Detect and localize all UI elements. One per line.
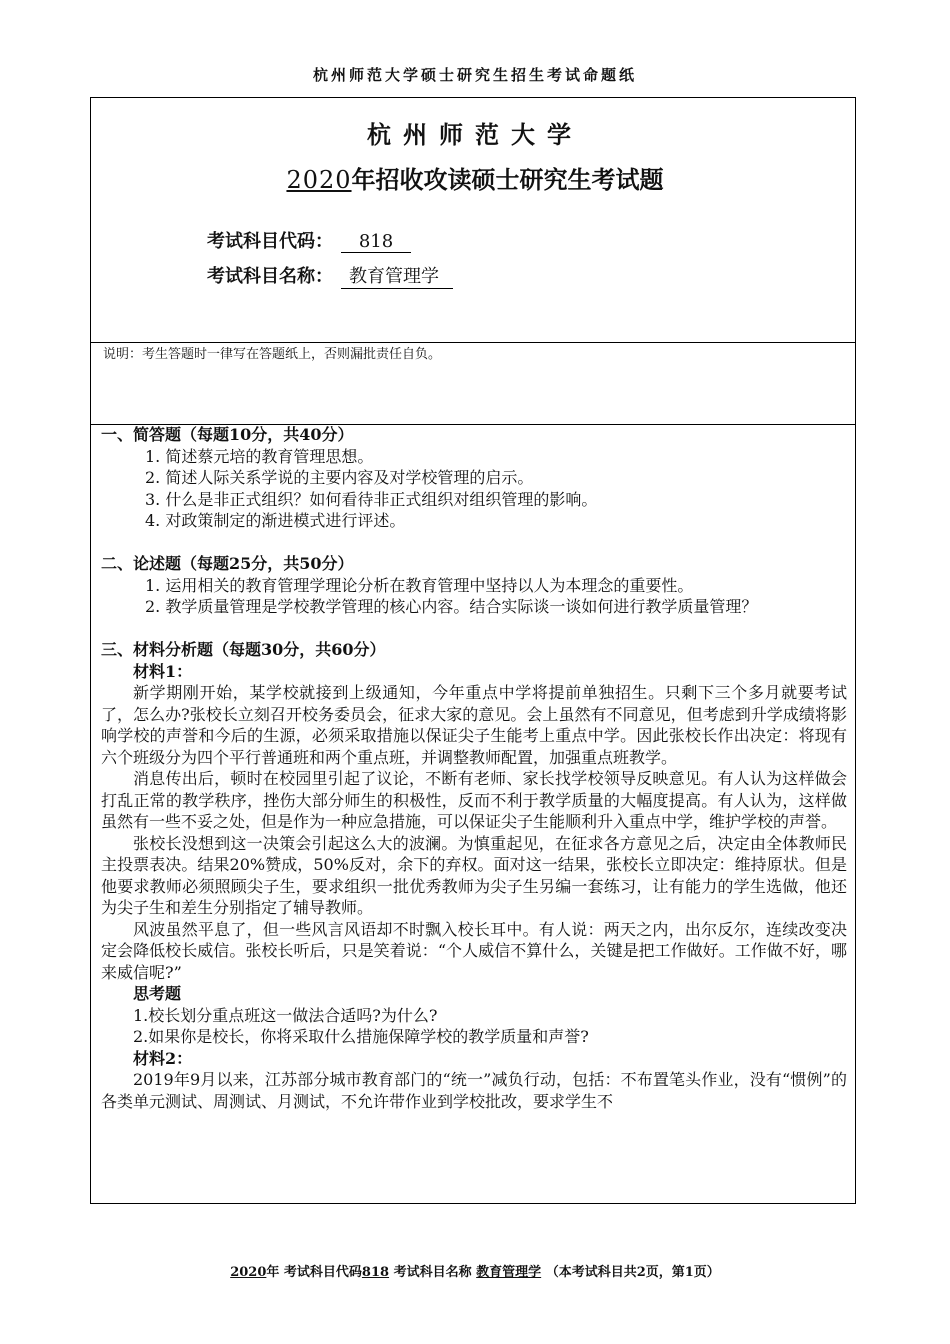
section-2-question: 1. 运用相关的教育管理学理论分析在教育管理中坚持以人为本理念的重要性。 xyxy=(145,575,694,595)
footer-code: 818 xyxy=(361,1265,390,1280)
subject-name-value: 教育管理学 xyxy=(341,262,453,289)
material-2-paragraph: 2019年9月以来，江苏部分城市教育部门的“统一”减负行动，包括：不布置笔头作业，没有“惯例”的各类单元测试、周测试、月测试，不允许带作业到学校批改，要求学生不 xyxy=(101,1070,847,1111)
footer-text: 考试科目名称 xyxy=(393,1265,472,1280)
exam-title-text: 年招收攻读硕士研究生考试题 xyxy=(351,165,664,194)
subject-code-value: 818 xyxy=(341,231,411,253)
section-1-question: 3. 什么是非正式组织？如何看待非正式组织对组织管理的影响。 xyxy=(145,489,598,509)
material-1-paragraph: 消息传出后，顿时在校园里引起了议论，不断有老师、家长找学校领导反映意见。有人认为这样做会打乱正常的教学秩序，挫伤大部分师生的积极性，反而不利于教学质量的大幅度提高。有人认为，这样做虽然有一些不妥之处，但是作为一种应急措施，可以保证尖子生能顺利升入重点中学，维护学校的声誉。 xyxy=(101,769,847,831)
footer-name: 教育管理学 xyxy=(476,1265,542,1280)
material-2-label: 材料2： xyxy=(133,1048,193,1068)
subject-code-row xyxy=(207,227,411,253)
material-1-paragraph: 张校长没想到这一决策会引起这么大的波澜。为慎重起见，在征求各方意见之后，决定由全体教师民主投票表决。结果20%赞成，50%反对，余下的弃权。面对这一结果，张校长立即决定：维持原状。但是他要求教师必须照顾尖子生，要求组织一批优秀教师为尖子生另编一套练习，让有能力的学生选做，他还为尖子生和差生分别指定了辅导教师。 xyxy=(101,833,847,917)
questions-content xyxy=(101,424,847,1112)
page-header: 杭州师范大学硕士研究生招生考试命题纸 xyxy=(312,66,637,84)
exam-year: 2020 xyxy=(286,166,352,194)
material-1-label: 材料1： xyxy=(133,661,193,681)
subject-code-label: 考试科目代码： xyxy=(207,231,333,252)
footer-year: 2020 xyxy=(230,1265,267,1280)
section-2-question: 2. 教学质量管理是学校教学管理的核心内容。结合实际谈一谈如何进行教学质量管理？ xyxy=(145,597,758,616)
exam-title xyxy=(0,160,950,195)
subject-name-label: 考试科目名称： xyxy=(207,266,333,287)
instructions-note: 说明：考生答题时一律写在答题纸上，否则漏批责任自负。 xyxy=(103,347,442,362)
subject-name-row xyxy=(207,262,453,289)
material-1-paragraph: 新学期刚开始，某学校就接到上级通知，今年重点中学将提前单独招生。只剩下三个多月就要考试了，怎么办?张校长立刻召开校务委员会，征求大家的意见。会上虽然有不同意见，但考虑到升学成绩将影响学校的声誉和今后的生源，必须采取措施以保证尖子生能考上重点中学。因此张校长作出决定：将现有六个班级分为四个平行普通班和两个重点班，并调整教师配置，加强重点班教学。 xyxy=(101,683,847,767)
university-name: 杭州师范大学 xyxy=(367,120,583,149)
thinking-label: 思考题 xyxy=(133,984,182,1003)
thinking-question: 1.校长划分重点班这一做法合适吗?为什么? xyxy=(133,1005,438,1025)
footer-text: 年 考试科目代码 xyxy=(266,1265,362,1280)
material-1-paragraph: 风波虽然平息了，但一些风言风语却不时飘入校长耳中。有人说：两天之内，出尔反尔，连续改变决定会降低校长威信。张校长听后，只是笑着说：“个人威信不算什么，关键是把工作做好。工作做不好，哪来威信呢?” xyxy=(101,919,847,982)
section-1-question: 1. 简述蔡元培的教育管理思想。 xyxy=(145,446,374,466)
page-footer xyxy=(0,1261,950,1280)
section-3-title: 三、材料分析题（每题30分，共60分） xyxy=(101,640,386,659)
footer-page-info: （本考试科目共2页，第1页） xyxy=(545,1265,720,1280)
section-1-title: 一、简答题（每题10分，共40分） xyxy=(101,425,354,444)
section-2-title: 二、论述题（每题25分，共50分） xyxy=(101,554,354,573)
section-1-question: 2. 简述人际关系学说的主要内容及对学校管理的启示。 xyxy=(145,468,534,487)
thinking-question: 2.如果你是校长，你将采取什么措施保障学校的教学质量和声誉? xyxy=(133,1027,589,1046)
section-1-question: 4. 对政策制定的渐进模式进行评述。 xyxy=(145,511,406,530)
